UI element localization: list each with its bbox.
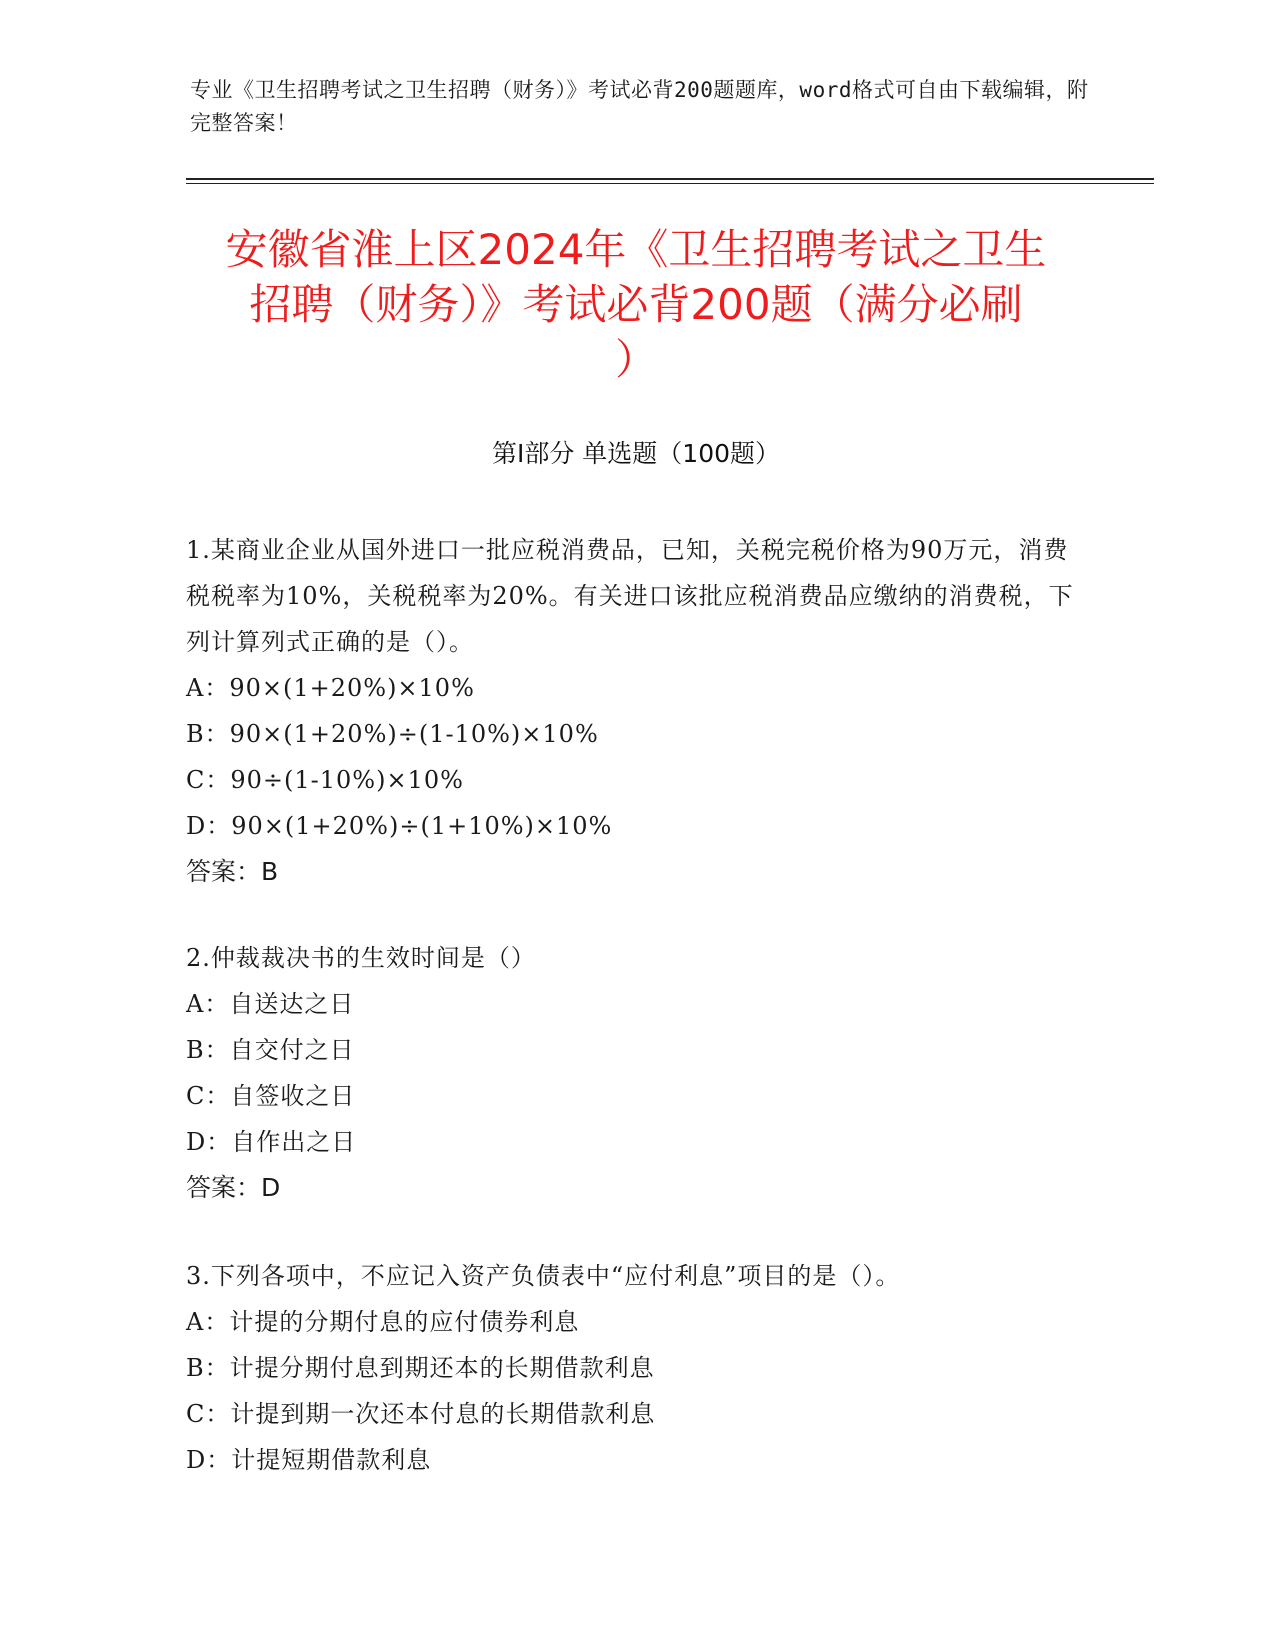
option-c: C：90÷(1-10%)×10%: [186, 766, 464, 794]
option-a: A：90×(1+20%)×10%: [186, 674, 475, 702]
title-line-3: ）: [614, 335, 657, 384]
title-line-2: 招聘（财务）》考试必背200题（满分必刷: [249, 280, 1023, 329]
option-c: C：计提到期一次还本付息的长期借款利息: [186, 1400, 656, 1428]
question-stem: 1.某商业企业从国外进口一批应税消费品，已知，关税完税价格为90万元，消费税税率为10%，关税税率为20%。有关进口该批应税消费品应缴纳的消费税，下列计算列式正确的是（）。: [186, 536, 1074, 656]
section-title: 第Ⅰ部分 单选题（100题）: [491, 439, 781, 468]
question-1: [186, 527, 1086, 895]
question-2: [186, 935, 1086, 1211]
option-d: D：90×(1+20%)÷(1+10%)×10%: [186, 812, 613, 840]
document-title: [186, 222, 1086, 387]
answer: 答案：B: [186, 857, 279, 886]
question-3: [186, 1253, 1086, 1483]
option-d: D：自作出之日: [186, 1128, 357, 1156]
header-divider-thick: [186, 178, 1154, 180]
option-a: A：自送达之日: [186, 990, 355, 1018]
option-b: B：90×(1+20%)÷(1-10%)×10%: [186, 720, 599, 748]
header-note: 专业《卫生招聘考试之卫生招聘（财务）》考试必背200题题库，word格式可自由下载编辑，附完整答案！: [190, 78, 1089, 135]
option-b: B：计提分期付息到期还本的长期借款利息: [186, 1354, 655, 1382]
title-line-1: 安徽省淮上区2024年《卫生招聘考试之卫生: [225, 225, 1047, 274]
question-stem: 3.下列各项中，不应记入资产负债表中“应付利息”项目的是（）。: [186, 1262, 901, 1290]
answer: 答案：D: [186, 1173, 281, 1202]
option-c: C：自签收之日: [186, 1082, 356, 1110]
option-d: D：计提短期借款利息: [186, 1446, 432, 1474]
option-a: A：计提的分期付息的应付债券利息: [186, 1308, 580, 1336]
header-divider-thin: [186, 183, 1154, 184]
option-b: B：自交付之日: [186, 1036, 355, 1064]
question-stem: 2.仲裁裁决书的生效时间是（）: [186, 944, 536, 972]
